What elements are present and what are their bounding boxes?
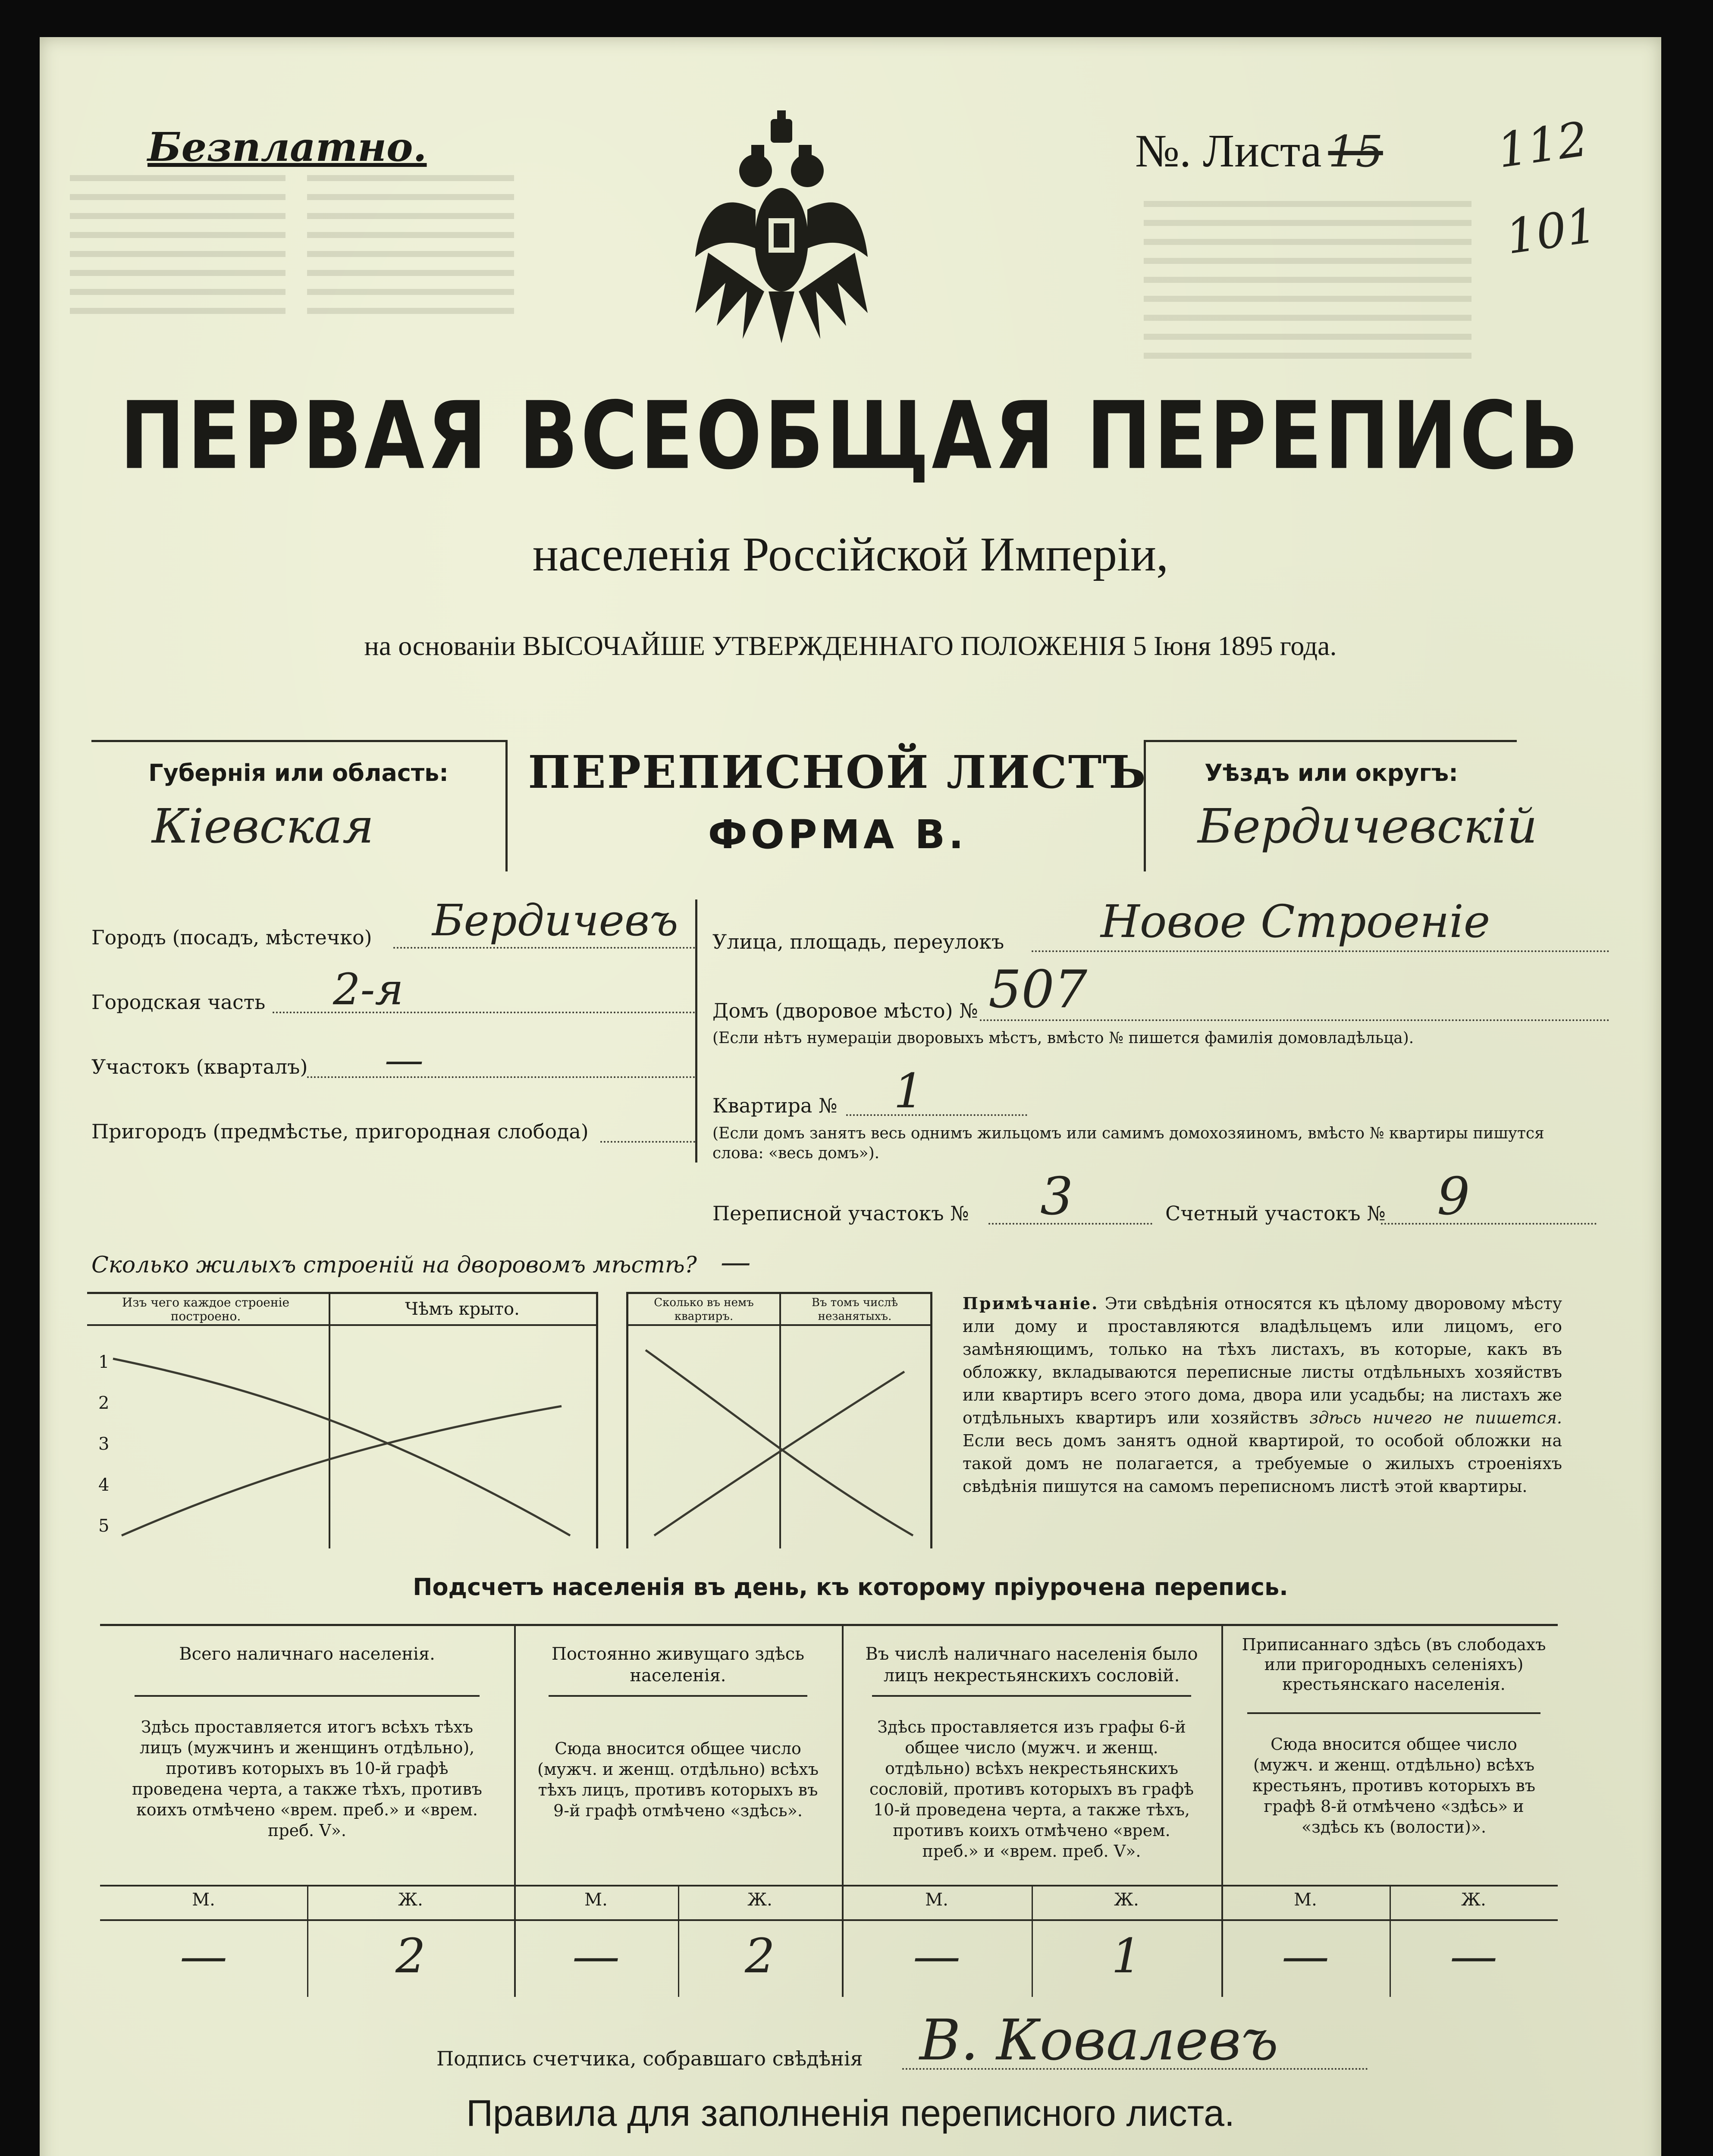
street-label: Улица, площадь, переулокъ <box>712 930 1004 953</box>
census-district-value: 3 <box>1040 1167 1073 1227</box>
pop-col1-m-label: М. <box>192 1890 215 1910</box>
city-value: Бердичевъ <box>432 895 678 946</box>
district-value: Бердичевскій <box>1198 799 1537 854</box>
city-label: Городъ (посадъ, мѣстечко) <box>91 926 372 949</box>
pop-head-line-3 <box>872 1695 1191 1697</box>
house-value: 507 <box>988 960 1088 1020</box>
city-field <box>91 895 704 956</box>
note-text: Эти свѣдѣнія относятся къ цѣлому дворовому мѣсту или дому и проставляются владѣльцемъ или лицомъ, его замѣняющимъ, только на тѣхъ листахъ, въ которые, какъ въ обложку, вкладываются переписные листы отдѣльныхъ хозяйствъ или квартиръ всего этого дома, двора или усадьбы; на листахъ же отдѣльныхъ квартиръ или хозяйствъ <box>963 1294 1562 1427</box>
city-part-value: 2-я <box>333 964 404 1015</box>
pop-col1-text: Здѣсь проставляется итогъ всѣхъ тѣхъ лицъ (мужчинъ и женщинъ отдѣльно), противъ которыхъ въ 10-й графѣ проведена черта, а также тѣхъ, противъ коихъ отмѣчено «врем. преб.» и «врем. преб. V». <box>132 1717 482 1840</box>
pop-col2-text: Сюда вносится общее число (мужч. и женщ. отдѣльно) всѣхъ тѣхъ лицъ, противъ которыхъ въ 9-й графѣ отмѣчено «здѣсь». <box>537 1739 819 1820</box>
city-line <box>393 947 695 949</box>
apartment-label: Квартира № <box>712 1094 838 1117</box>
signature-line <box>436 2003 1428 2085</box>
buildings-question-text: Сколько жилыхъ строеній на дворовомъ мѣстѣ? <box>91 1252 697 1278</box>
suburb-line <box>600 1141 695 1143</box>
buildings-answer: — <box>720 1244 751 1280</box>
province-label: Губернія или область: <box>148 759 449 787</box>
note-block <box>963 1292 1562 1498</box>
population-heading: Подсчетъ населенія въ день, къ которому пріурочена перепись. <box>413 1573 1288 1601</box>
census-district-field <box>712 1167 1618 1232</box>
population-table <box>100 1624 1558 1997</box>
city-part-field <box>91 964 704 1020</box>
house-field <box>712 960 1618 1025</box>
pop-col2-f-value: 2 <box>745 1928 775 1984</box>
building-row-2: 2 <box>98 1393 110 1413</box>
note-text-2: Если весь домъ занятъ одной квартирой, то особой обложки на такой домъ не полагается, а требуемые о жилыхъ строеніяхъ свѣдѣнія пишутся на самомъ переписномъ листѣ этой квартиры. <box>963 1431 1562 1496</box>
province-value: Кіевская <box>152 799 374 854</box>
sheet-number-handwritten-2: 101 <box>1503 197 1600 265</box>
buildings-col1-header: Изъ чего каждое строеніе построено. <box>122 1295 290 1323</box>
street-field <box>712 895 1618 956</box>
buildings-col2-header: Чѣмъ крыто. <box>405 1299 520 1319</box>
pop-col1-f-value: 2 <box>395 1928 426 1984</box>
pop-col2-m-label: М. <box>584 1890 608 1910</box>
house-note: (Если нѣтъ нумераціи дворовыхъ мѣстъ, вмѣсто № пишется фамилія домовладѣльца). <box>712 1029 1414 1047</box>
title-sub: населенія Россійской Имперіи, <box>532 528 1169 581</box>
buildings-crossout-left <box>87 1294 596 1548</box>
bleed-through-text-right <box>1144 201 1471 365</box>
suburb-label: Пригородъ (предмѣстье, пригородная слобода) <box>91 1120 589 1143</box>
pop-col4-header: Приписаннаго здѣсь (въ слободахъ или пригородныхъ селеніяхъ) крестьянскаго населенія. <box>1242 1635 1546 1694</box>
buildings-table-right <box>626 1292 932 1548</box>
province-box <box>91 740 508 871</box>
pop-col2-header: Постоянно живущаго здѣсь населенія. <box>552 1644 804 1686</box>
district-label: Уѣздъ или округъ: <box>1205 759 1458 787</box>
bleed-through-text-mid <box>307 175 514 317</box>
pop-col1-m-value: — <box>180 1928 227 1984</box>
apartment-field <box>712 1059 1618 1119</box>
apartment-note: (Если домъ занятъ весь однимъ жильцомъ или самимъ домохозяиномъ, вмѣсто № квартиры пишутся слова: «весь домъ»). <box>712 1125 1544 1162</box>
pop-col3-m-value: — <box>913 1928 960 1984</box>
street-value: Новое Строеніе <box>1101 895 1490 948</box>
buildings-crossout-right <box>628 1294 930 1548</box>
pop-head-line-2 <box>549 1695 807 1697</box>
note-title: Примѣчаніе. <box>963 1294 1099 1313</box>
building-row-5: 5 <box>98 1516 110 1536</box>
city-part-label: Городская часть <box>91 990 266 1014</box>
apartment-value: 1 <box>894 1063 924 1119</box>
pop-col1-header: Всего наличнаго населенія. <box>179 1644 435 1664</box>
pop-col4-m-label: М. <box>1294 1890 1317 1910</box>
pop-col3-f-value: 1 <box>1111 1928 1142 1984</box>
ward-value: — <box>385 1037 424 1083</box>
count-district-line <box>1381 1223 1597 1225</box>
buildings-col4-header: Въ томъ числѣ незанятыхъ. <box>811 1296 898 1323</box>
sheet-number-label: №. Листа <box>1135 125 1322 177</box>
pop-col3-text: Здѣсь проставляется изъ графы 6-й общее число (мужч. и женщ. отдѣльно) всѣхъ некрестьянскихъ сословій, противъ которыхъ въ графѣ 10-й проведена черта, а также тѣхъ, противъ коихъ отмѣчено «врем. преб.» и «врем. преб. V». <box>869 1717 1194 1861</box>
title-basis: на основаніи ВЫСОЧАЙШЕ УТВЕРЖДЕННАГО ПОЛОЖЕНІЯ 5 Іюня 1895 года. <box>364 630 1337 661</box>
apartment-line <box>846 1114 1027 1116</box>
pop-head-line-1 <box>135 1695 480 1697</box>
pop-col4-text: Сюда вносится общее число (мужч. и женщ. отдѣльно) всѣхъ крестьянъ, противъ которыхъ въ графѣ 8-й отмѣчено «здѣсь» и «здѣсь къ (волости)». <box>1252 1735 1536 1836</box>
signature-value: В. Ковалевъ <box>919 2007 1279 2073</box>
note-italic: здѣсь ничего не пишется. <box>1309 1408 1562 1427</box>
pop-col4-m-value: — <box>1282 1928 1329 1984</box>
pop-col3-f-label: Ж. <box>1114 1890 1139 1910</box>
suburb-field <box>91 1094 704 1150</box>
pop-col4-f-label: Ж. <box>1461 1890 1486 1910</box>
bleed-through-text-left <box>70 175 286 317</box>
pop-mf-line <box>100 1919 1558 1921</box>
census-sheet <box>40 37 1661 2156</box>
form-name: ПЕРЕПИСНОЙ ЛИСТЪ <box>528 746 1147 799</box>
pop-col3-header: Въ числѣ наличнаго населенія было лицъ некрестьянскихъ сословій. <box>865 1644 1198 1686</box>
building-row-3: 3 <box>98 1434 110 1454</box>
signature-label: Подпись счетчика, собравшаго свѣдѣнія <box>436 2047 863 2070</box>
title-main: ПЕРВАЯ ВСЕОБЩАЯ ПЕРЕПИСЬ <box>119 382 1581 490</box>
imperial-eagle-emblem <box>691 110 872 352</box>
sheet-number-struck: 15 <box>1328 126 1383 177</box>
pop-subhead-line <box>100 1885 1558 1887</box>
buildings-question <box>91 1244 825 1283</box>
pop-col4-f-value: — <box>1450 1928 1497 1984</box>
district-box <box>1144 740 1537 871</box>
sheet-number <box>1135 123 1437 179</box>
pop-col3-m-label: М. <box>925 1890 948 1910</box>
buildings-col3-header: Сколько въ немъ квартиръ. <box>654 1296 754 1323</box>
count-district-label: Счетный участокъ № <box>1165 1202 1386 1225</box>
location-divider <box>695 899 697 1163</box>
building-row-1: 1 <box>98 1352 110 1372</box>
sheet-number-handwritten: 112 <box>1494 111 1591 179</box>
building-row-4: 4 <box>98 1475 110 1495</box>
buildings-table-left <box>87 1292 598 1548</box>
house-label: Домъ (дворовое мѣсто) № <box>712 999 978 1022</box>
ward-line <box>307 1076 695 1078</box>
pop-col2-f-label: Ж. <box>747 1890 772 1910</box>
census-district-label: Переписной участокъ № <box>712 1202 969 1225</box>
ward-field <box>91 1029 704 1085</box>
rules-heading: Правила для заполненія переписного листа. <box>466 2093 1235 2134</box>
ward-label: Участокъ (кварталъ) <box>91 1055 308 1078</box>
pop-col2-m-value: — <box>572 1928 620 1984</box>
street-line <box>1032 950 1609 952</box>
pop-col1-f-label: Ж. <box>398 1890 423 1910</box>
pop-head-line-4 <box>1247 1712 1540 1714</box>
count-district-value: 9 <box>1437 1167 1470 1227</box>
form-type: ФОРМА В. <box>708 812 967 858</box>
free-label: Безплатно. <box>147 124 427 170</box>
